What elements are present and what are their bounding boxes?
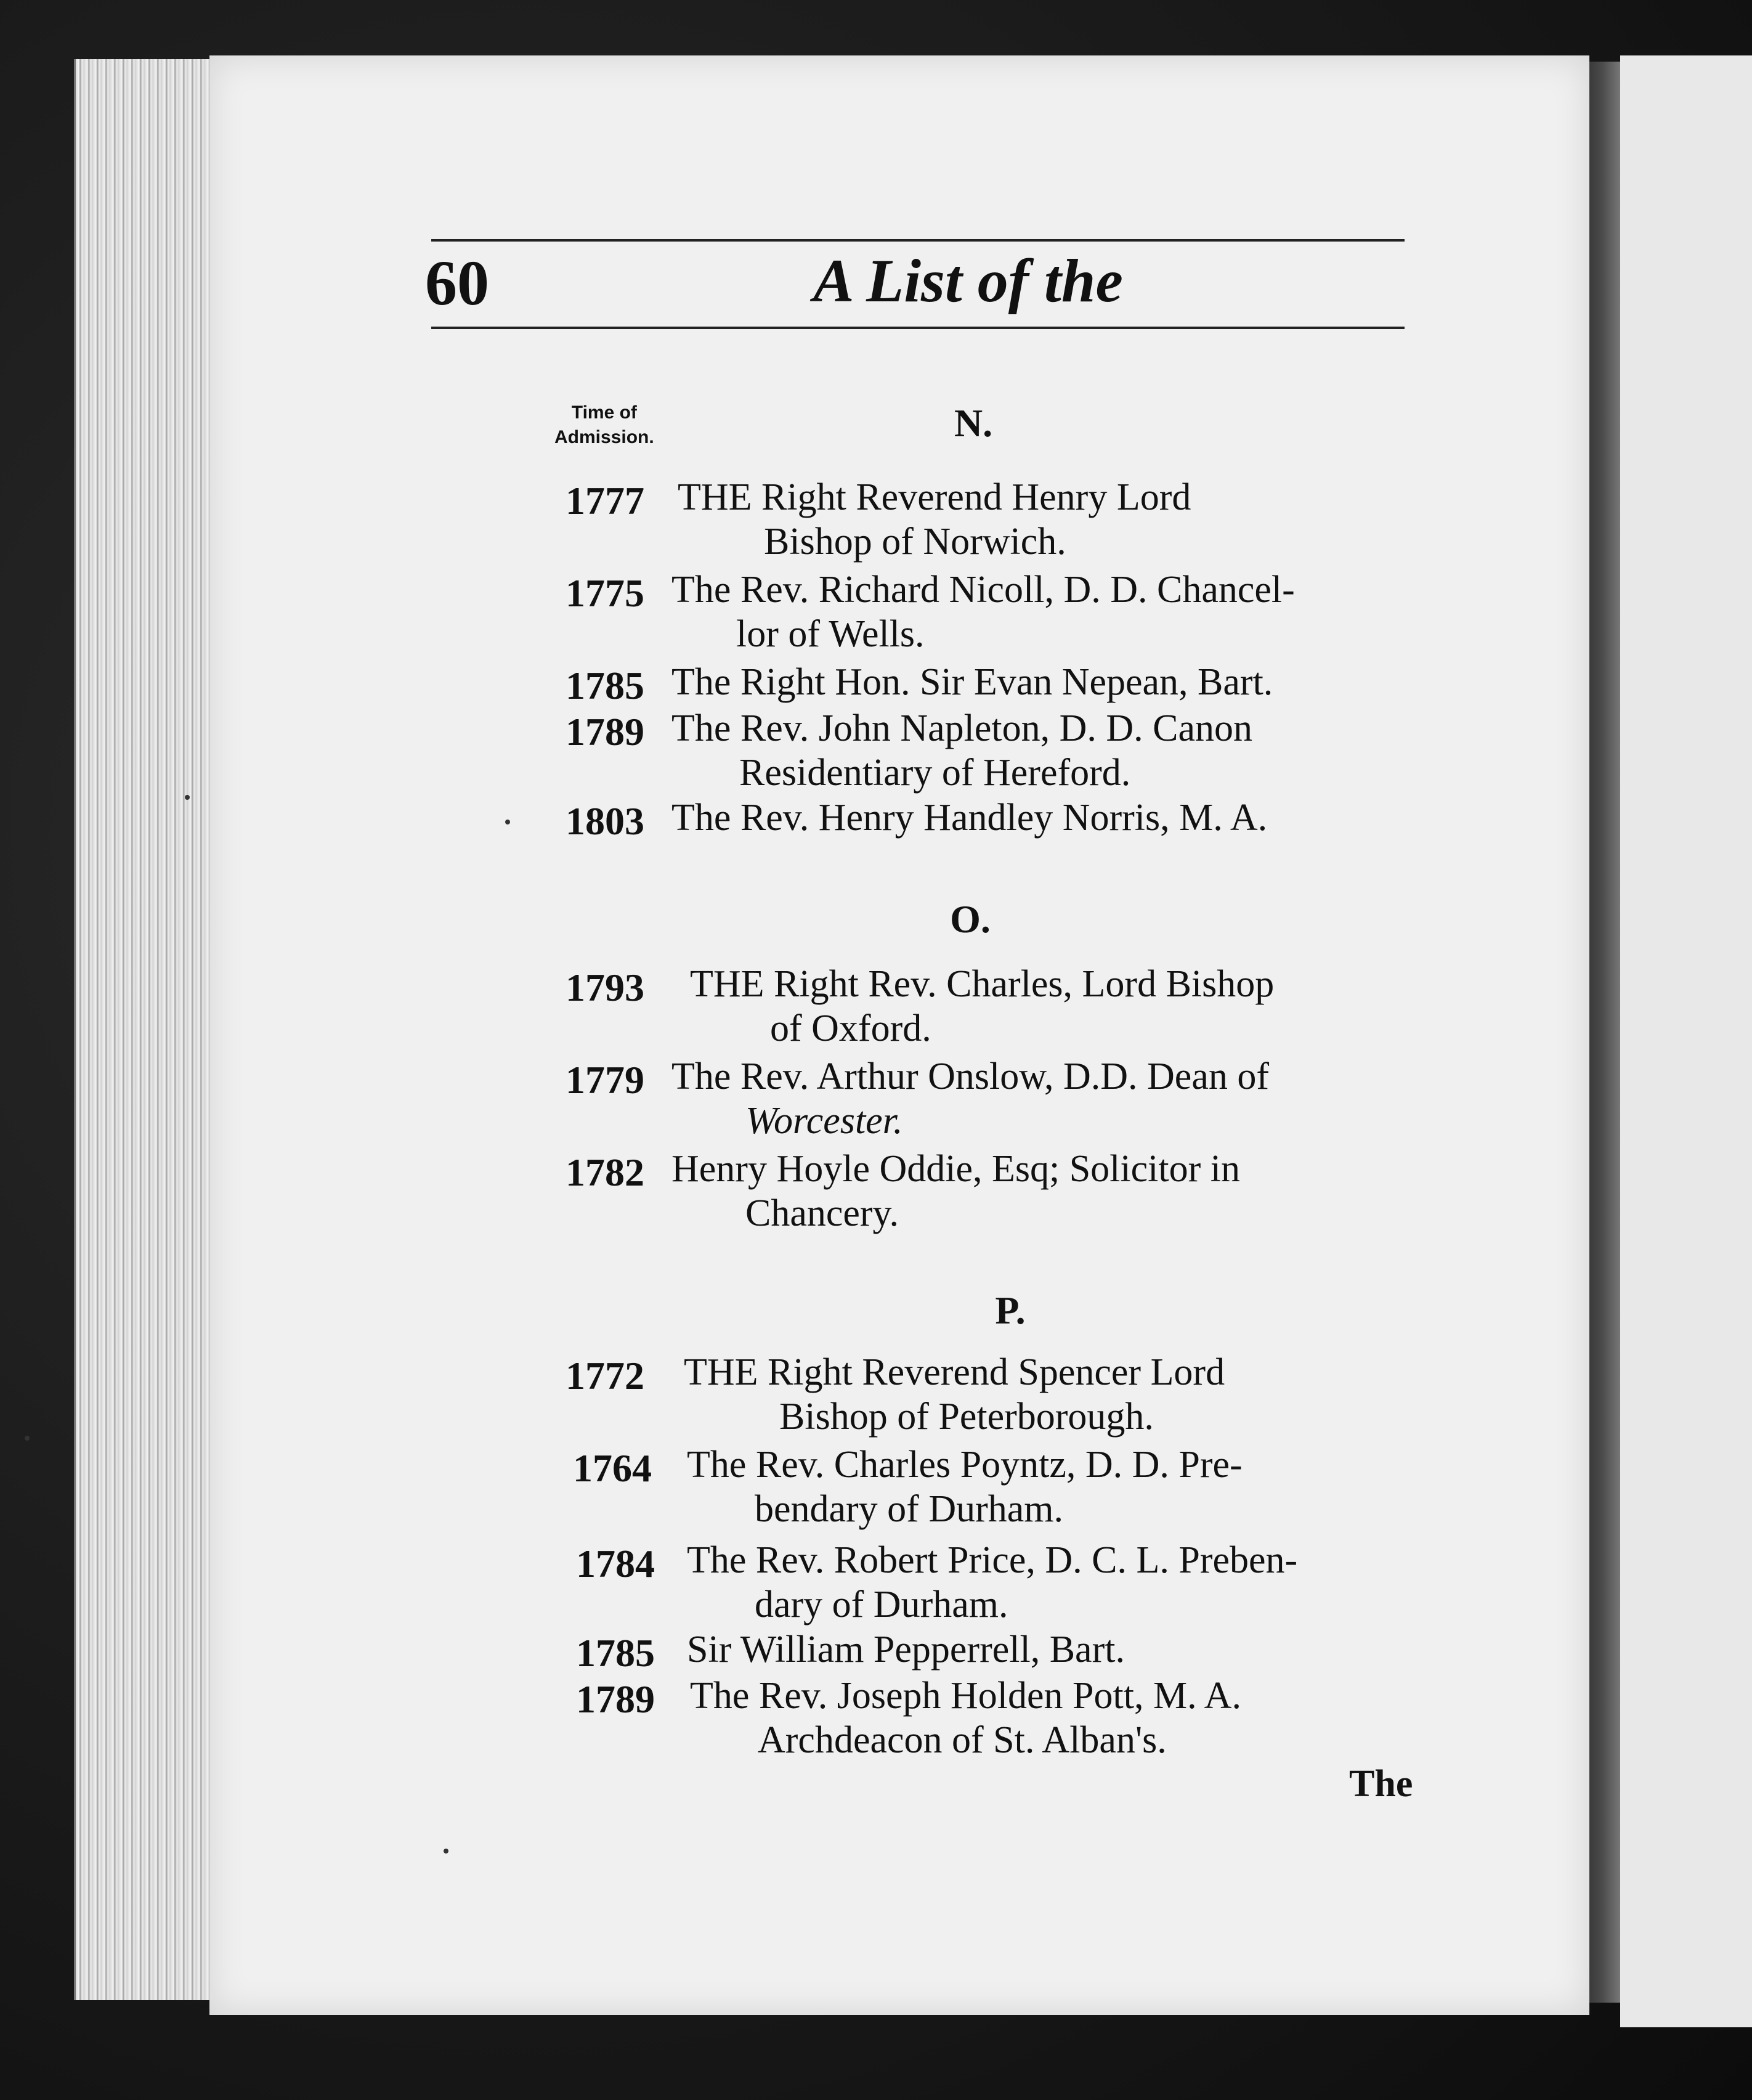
entry-line-1: The Rev. Charles Poyntz, D. D. Pre- — [687, 1444, 1243, 1486]
entry-line-1: The Rev. Henry Handley Norris, M. A. — [671, 797, 1268, 839]
entry-line-2: Archdeacon of St. Alban's. — [758, 1719, 1167, 1761]
admission-year: 1785 — [566, 664, 644, 707]
entry-line-1: THE Right Reverend Spencer Lord — [684, 1351, 1225, 1393]
list-entry — [0, 706, 1752, 794]
dust-speck — [25, 1436, 30, 1441]
header-rule-bottom — [431, 327, 1405, 329]
dust-speck — [185, 795, 190, 800]
entry-line-2: Worcester. — [745, 1100, 903, 1142]
list-entry — [0, 795, 1752, 843]
entry-line-2: Residentiary of Hereford. — [739, 752, 1131, 794]
entry-line-2: lor of Wells. — [736, 613, 925, 655]
list-entry — [0, 567, 1752, 655]
entry-line-2: bendary of Durham. — [755, 1488, 1063, 1530]
dust-speck — [505, 820, 510, 824]
list-entry — [0, 1537, 1752, 1626]
running-title: A List of the — [813, 246, 1123, 315]
entry-line-2: Bishop of Peterborough. — [779, 1396, 1154, 1438]
admission-year: 1777 — [566, 479, 644, 523]
admission-year: 1775 — [566, 571, 644, 615]
admission-year: 1789 — [576, 1677, 655, 1721]
entry-line-1: The Rev. Arthur Onslow, D.D. Dean of — [671, 1056, 1269, 1097]
header-rule-top — [431, 239, 1405, 242]
facing-page-edge — [1620, 55, 1752, 2027]
page-number: 60 — [425, 248, 489, 319]
list-entry — [0, 961, 1752, 1049]
dust-speck — [444, 1849, 448, 1854]
entry-line-1: THE Right Rev. Charles, Lord Bishop — [690, 963, 1275, 1005]
list-entry — [0, 1146, 1752, 1234]
catchword: The — [1349, 1763, 1413, 1805]
entry-line-1: The Rev. John Napleton, D. D. Canon — [671, 707, 1253, 749]
list-entry — [0, 1054, 1752, 1142]
entry-line-1: The Rev. Robert Price, D. C. L. Preben- — [687, 1539, 1298, 1581]
list-entry — [0, 1349, 1752, 1438]
entry-line-1: The Rev. Richard Nicoll, D. D. Chancel- — [671, 569, 1295, 611]
list-entry — [0, 474, 1752, 563]
entry-line-2: of Oxford. — [770, 1007, 931, 1049]
section-letter-n: N. — [954, 401, 993, 445]
column-heading — [554, 401, 654, 450]
list-entry — [0, 1442, 1752, 1530]
admission-year: 1784 — [576, 1542, 655, 1585]
entry-line-2: dary of Durham. — [755, 1584, 1008, 1626]
entry-line-1: THE Right Reverend Henry Lord — [678, 476, 1191, 518]
admission-year: 1782 — [566, 1150, 644, 1194]
admission-year: 1803 — [566, 799, 644, 843]
admission-year: 1793 — [566, 966, 644, 1009]
entry-line-1: The Rev. Joseph Holden Pott, M. A. — [690, 1675, 1241, 1717]
section-letter-p: P. — [995, 1288, 1026, 1332]
admission-year: 1779 — [566, 1058, 644, 1102]
admission-year: 1789 — [566, 710, 644, 754]
column-heading-line: Admission. — [554, 427, 654, 447]
entry-line-1: Sir William Pepperrell, Bart. — [687, 1629, 1125, 1671]
entry-line-1: The Right Hon. Sir Evan Nepean, Bart. — [671, 661, 1273, 703]
admission-year: 1785 — [576, 1631, 655, 1675]
list-entry — [0, 1673, 1752, 1761]
admission-year: 1764 — [573, 1446, 652, 1490]
admission-year: 1772 — [566, 1354, 644, 1398]
entry-line-2: Chancery. — [745, 1192, 899, 1234]
list-entry — [0, 659, 1752, 707]
entry-line-2: Bishop of Norwich. — [764, 521, 1066, 563]
entry-line-1: Henry Hoyle Oddie, Esq; Solicitor in — [671, 1148, 1240, 1190]
section-letter-o: O. — [950, 897, 991, 941]
list-entry — [0, 1627, 1752, 1675]
column-heading-line: Time of — [571, 402, 637, 423]
